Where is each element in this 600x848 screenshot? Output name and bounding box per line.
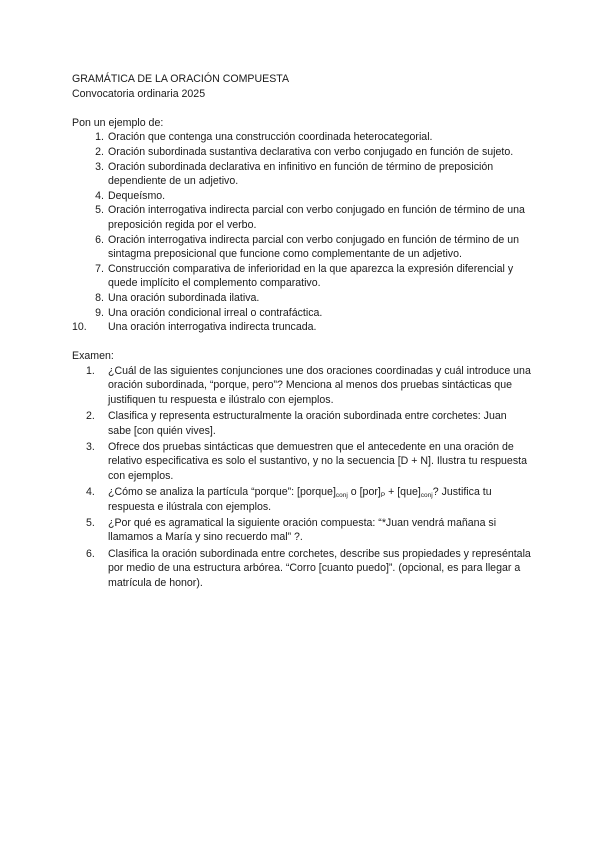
item-number: 3.	[86, 440, 95, 453]
item-number: 9.	[95, 306, 104, 319]
list-item	[72, 130, 532, 145]
document-page	[72, 72, 532, 590]
item-number: 4.	[86, 486, 95, 499]
item-text: Oración interrogativa indirecta parcial con verbo conjugado en función de término de una preposición regida por el verbo.	[108, 204, 525, 231]
list-item	[72, 291, 532, 306]
document-title: GRAMÁTICA DE LA ORACIÓN COMPUESTA	[72, 73, 290, 85]
list-item	[72, 409, 532, 438]
item-number: 8.	[95, 291, 104, 304]
item-text: ¿Por qué es agramatical la siguiente oración compuesta: “*Juan vendrá mañana si llamamos a María y sino recuerdo mal” ?.	[108, 516, 497, 544]
item-text: Clasifica la oración subordinada entre corchetes, describe sus propiedades y represéntala por medio de una estructura arbórea. “Corro [cuanto puedo]”. (opcional, es para llegar a matrícula de honor).	[108, 547, 531, 589]
list-item	[72, 203, 532, 232]
list-item	[72, 189, 532, 204]
subscript-conj: conj	[420, 492, 433, 500]
list-item	[72, 440, 532, 484]
list-item	[72, 485, 532, 514]
item-number: 1.	[95, 131, 104, 144]
item-number: 6.	[95, 233, 104, 246]
list-item	[72, 306, 532, 321]
item-text: Ofrece dos pruebas sintácticas que demuestren que el antecedente en una oración de relativo especificativa es solo el sustantivo, y no la secuencia [D + N]. Ilustra tu respuesta con ejemplos.	[108, 440, 527, 483]
item-text	[108, 486, 492, 513]
list-item	[72, 320, 532, 335]
item-text: Dequeísmo.	[108, 189, 166, 202]
exam-lead: Examen:	[72, 350, 114, 363]
list-item	[72, 516, 532, 545]
subscript-p: P	[380, 492, 386, 500]
list-item	[72, 233, 532, 262]
item-number: 2.	[95, 145, 104, 158]
item-text: Clasifica y representa estructuralmente la oración subordinada entre corchetes: Juan sabe [con quién vives].	[108, 410, 507, 437]
item-text: Oración interrogativa indirecta parcial con verbo conjugado en función de término de un sintagma preposicional que funcione como complementante de un adjetivo.	[108, 233, 520, 261]
item-number: 1.	[86, 364, 95, 377]
item-text: Oración subordinada declarativa en infinitivo en función de término de preposición dependiente de un adjetivo.	[108, 160, 494, 188]
examples-list	[72, 130, 532, 334]
q4-text-part: ? Justifica tu respuesta e ilústrala con ejemplos.	[108, 486, 492, 513]
q4-text-part: ¿Cómo se analiza la partícula “porque”: [porque]	[108, 486, 336, 499]
examples-lead: Pon un ejemplo de:	[72, 116, 164, 129]
item-text: Una oración interrogativa indirecta truncada.	[108, 321, 317, 334]
item-text: Construcción comparativa de inferioridad en la que aparezca la expresión diferencial y quede implícito el complemento comparativo.	[108, 262, 514, 290]
subscript-conj: conj	[335, 492, 348, 500]
list-item	[72, 160, 532, 189]
q4-text-part: + [que]	[385, 486, 421, 499]
item-number: 2.	[86, 410, 95, 423]
item-number: 6.	[86, 547, 95, 560]
q4-text-part: o [por]	[347, 486, 381, 499]
list-item	[72, 364, 532, 408]
document-subtitle: Convocatoria ordinaria 2025	[72, 87, 206, 100]
item-text: Una oración subordinada ilativa.	[108, 291, 260, 304]
item-number: 3.	[95, 160, 104, 173]
item-number: 5.	[86, 516, 95, 529]
item-text: Oración subordinada sustantiva declarativa con verbo conjugado en función de sujeto.	[108, 145, 514, 158]
item-number: 4.	[95, 189, 104, 202]
item-text: ¿Cuál de las siguientes conjunciones une dos oraciones coordinadas y cuál introduce una oración subordinada, “porque, pero”? Menciona al menos dos pruebas sintácticas que justifiquen tu respuesta e ilústralo con ejemplos.	[108, 364, 531, 407]
item-text: Una oración condicional irreal o contrafáctica.	[108, 306, 323, 319]
list-item	[72, 145, 532, 160]
item-text: Oración que contenga una construcción coordinada heterocategorial.	[108, 131, 433, 144]
list-item	[72, 262, 532, 291]
item-number: 10.	[72, 321, 87, 334]
exam-list	[72, 364, 532, 590]
item-number: 5.	[95, 204, 104, 217]
item-number: 7.	[95, 262, 104, 275]
list-item	[72, 547, 532, 591]
